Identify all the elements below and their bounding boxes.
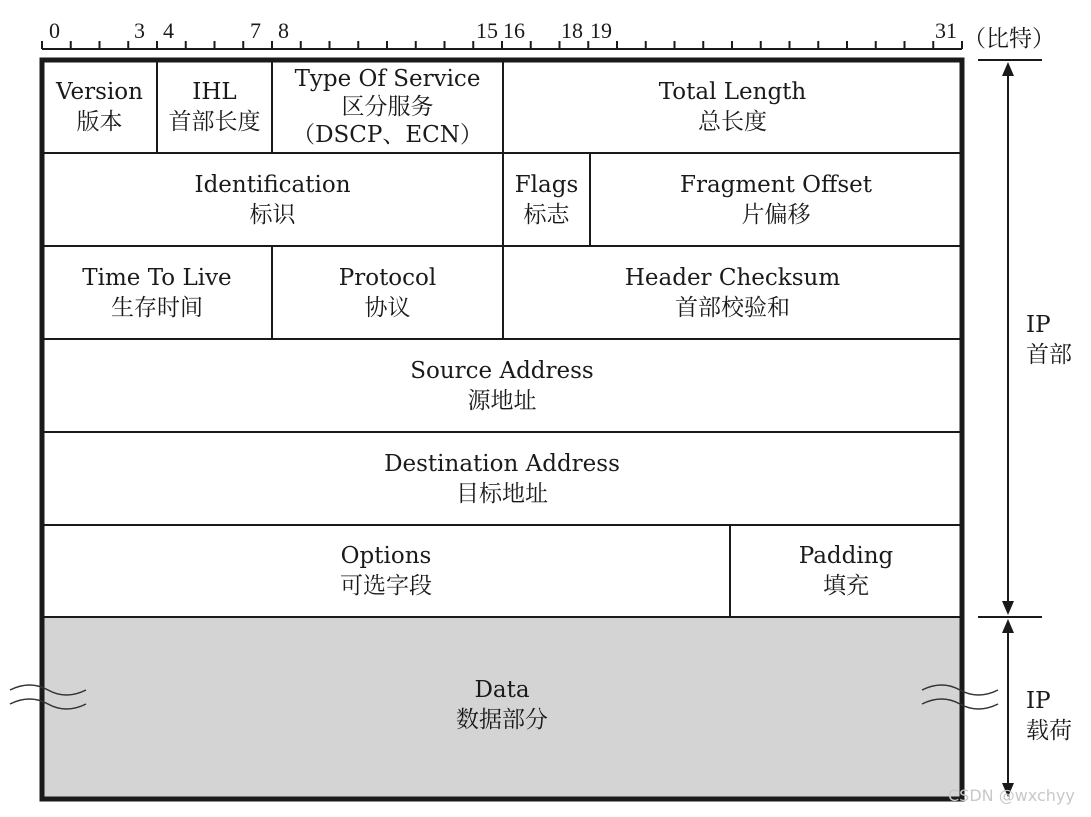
field-identification: [42, 153, 503, 246]
field-header-checksum-en: Header Checksum: [624, 264, 841, 291]
field-version: [42, 60, 157, 153]
field-flags-en: Flags: [514, 171, 579, 198]
field-flags: [503, 153, 590, 246]
field-total-length-zh: 总长度: [698, 108, 767, 135]
field-source-address: [42, 339, 962, 432]
field-data: [42, 660, 962, 750]
ip-header-label-line1: IP: [1026, 312, 1051, 338]
bit-7: 7: [250, 18, 261, 43]
field-header-checksum: [503, 246, 962, 339]
field-source-address-en: Source Address: [410, 357, 594, 384]
field-fragment-offset-en: Fragment Offset: [679, 171, 873, 198]
field-ihl: [157, 60, 272, 153]
ip-header-label: [1026, 310, 1072, 370]
field-tos-zh: 区分服务: [341, 93, 434, 120]
field-padding: [730, 525, 962, 617]
ip-payload-label-line2: 载荷: [1026, 718, 1072, 744]
field-tos: [272, 60, 503, 153]
field-data-en: Data: [474, 677, 530, 703]
bit-0: 0: [49, 18, 60, 43]
bit-16: 16: [503, 18, 525, 43]
field-flags-zh: 标志: [523, 201, 570, 228]
field-ttl: [42, 246, 272, 339]
field-padding-en: Padding: [798, 543, 894, 569]
ip-payload-label: [1026, 686, 1072, 746]
field-fragment-offset: [590, 153, 962, 246]
field-destination-address: [42, 432, 962, 525]
bit-unit: （比特）: [963, 26, 1055, 52]
bit-15: 15: [476, 18, 498, 43]
field-protocol-zh: 协议: [364, 294, 411, 321]
field-ihl-en: IHL: [192, 78, 237, 105]
field-version-zh: 版本: [76, 108, 123, 135]
field-options-zh: 可选字段: [340, 573, 432, 599]
field-identification-zh: 标识: [249, 201, 296, 228]
ip-header-label-line2: 首部: [1026, 342, 1072, 368]
field-ihl-zh: 首部长度: [168, 108, 261, 135]
field-data-zh: 数据部分: [456, 707, 548, 733]
field-version-en: Version: [56, 78, 143, 105]
field-total-length: [503, 60, 962, 153]
field-protocol-en: Protocol: [338, 264, 437, 291]
field-ttl-en: Time To Live: [82, 264, 232, 291]
ip-payload-label-line1: IP: [1026, 688, 1051, 714]
side-brackets: [978, 60, 1042, 786]
bit-4: 4: [163, 18, 174, 43]
watermark: CSDN @wxchyy: [948, 786, 1075, 805]
field-fragment-offset-zh: 片偏移: [741, 201, 811, 228]
bit-31: 31: [935, 18, 957, 43]
field-destination-address-en: Destination Address: [384, 450, 620, 477]
field-tos-en: Type Of Service: [294, 65, 481, 92]
bit-3: 3: [134, 18, 145, 43]
field-total-length-en: Total Length: [658, 78, 807, 105]
bit-8: 8: [278, 18, 289, 43]
field-source-address-zh: 源地址: [467, 387, 537, 414]
field-ttl-zh: 生存时间: [111, 294, 203, 321]
field-options-en: Options: [340, 543, 432, 569]
field-identification-en: Identification: [194, 171, 351, 198]
field-padding-zh: 填充: [823, 573, 869, 599]
field-protocol: [272, 246, 503, 339]
bit-19: 19: [590, 18, 612, 43]
bit-18: 18: [561, 18, 583, 43]
field-header-checksum-zh: 首部校验和: [675, 294, 790, 321]
field-tos-zh2: （DSCP、ECN）: [292, 121, 483, 148]
field-destination-address-zh: 目标地址: [456, 480, 548, 507]
bit-ruler: [42, 41, 962, 49]
field-options: [42, 525, 730, 617]
